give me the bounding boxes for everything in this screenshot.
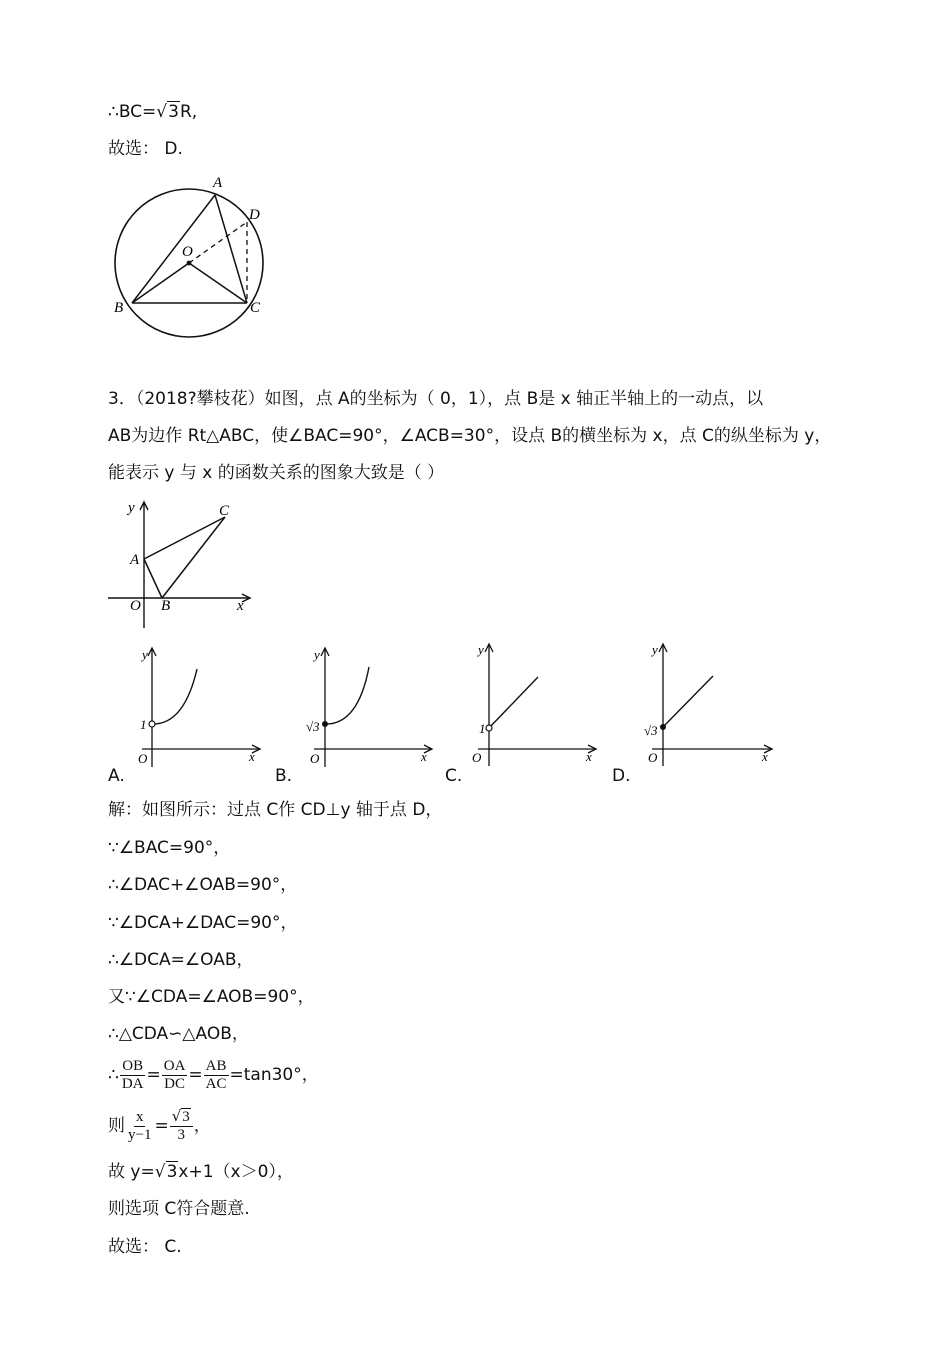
equals-sign: =: [154, 1116, 169, 1136]
tan-text: =tan30°，: [229, 1065, 319, 1085]
option-c-label: C.: [445, 766, 463, 786]
label-y: y: [652, 642, 658, 657]
solution-line-1: 解：如图所示：过点 C作 CD⊥y 轴于点 D，: [108, 800, 443, 820]
label-o: O: [138, 751, 148, 766]
option-c-graph: [470, 638, 610, 768]
solution-line-7: ∴△CDA∽△AOB，: [108, 1024, 249, 1044]
solution-line-11: 则选项 C符合题意.: [108, 1199, 250, 1219]
label-y: y: [142, 647, 148, 662]
fraction-denominator: y−1: [128, 1126, 152, 1143]
tick-label: 1: [479, 721, 486, 736]
label-b: B: [114, 300, 124, 316]
prev-result-prefix: ∴BC=: [108, 102, 157, 122]
prev-answer-line: 故选： D.: [108, 139, 183, 159]
question-line-1: 3．（2018?攀枝花）如图，点 A的坐标为（ 0，1），点 B是 x 轴正半轴上的一动点，以: [108, 389, 764, 409]
circle-figure: [108, 172, 278, 342]
tick-label: 1: [140, 717, 147, 732]
sqrt-radicand: 3: [166, 1162, 178, 1182]
label-a: A: [213, 175, 223, 191]
function-suffix: x+1（x＞0），: [178, 1162, 294, 1182]
label-y: y: [128, 500, 135, 516]
open-point: [486, 725, 492, 731]
solution-line-2: ∵∠BAC=90°，: [108, 838, 231, 858]
fraction-numerator: OA: [163, 1057, 186, 1074]
line: [489, 677, 538, 728]
fraction-oa-dc: [162, 1058, 188, 1093]
question-axes-figure: [106, 496, 256, 630]
fraction-denominator: DC: [164, 1075, 185, 1092]
solution-line-5: ∴∠DCA=∠OAB，: [108, 950, 254, 970]
segment-ac: [144, 517, 225, 559]
question-line-3: 能表示 y 与 x 的函数关系的图象大致是（ ）: [108, 463, 445, 483]
label-b: B: [161, 598, 171, 614]
fraction-denominator: DA: [121, 1075, 144, 1092]
option-d-graph: [640, 638, 780, 768]
center-point: [187, 261, 192, 266]
fraction-numerator: AB: [205, 1057, 227, 1074]
solution-line-12: 故选： C.: [108, 1237, 182, 1257]
option-d-label: D.: [612, 766, 631, 786]
closed-point: [322, 721, 328, 727]
label-o: O: [182, 244, 193, 260]
segment-bc: [162, 517, 225, 598]
fraction-ob-da: [120, 1058, 146, 1093]
equals-sign: =: [146, 1065, 161, 1085]
fraction-x-y-1: [126, 1109, 153, 1144]
fraction-ab-ac: [204, 1058, 229, 1093]
prev-result-suffix: R,: [179, 102, 198, 122]
segment-ob: [132, 263, 189, 303]
open-point: [149, 721, 155, 727]
label-o: O: [472, 750, 482, 765]
label-x: x: [421, 749, 427, 764]
fraction-sqrt3-3: [170, 1108, 193, 1144]
curve: [152, 669, 197, 724]
label-c: C: [250, 300, 261, 316]
sqrt-sign: √: [644, 723, 652, 738]
sqrt-sign: √: [306, 719, 314, 734]
fraction-denominator: 3: [177, 1127, 185, 1143]
solution-line-4: ∵∠DCA+∠DAC=90°，: [108, 913, 298, 933]
segment-od-dashed: [189, 222, 247, 263]
segment-ab: [144, 559, 162, 598]
segment-oc: [189, 263, 247, 303]
label-o: O: [310, 751, 320, 766]
fraction-numerator: x: [135, 1108, 144, 1125]
tick-label: 3: [651, 723, 658, 738]
label-x: x: [586, 749, 592, 764]
label-d: D: [249, 207, 260, 223]
label-x: x: [762, 749, 768, 764]
curve: [325, 667, 369, 724]
solution-line-9: [108, 1107, 211, 1145]
label-y: y: [478, 642, 484, 657]
fraction-numerator: [170, 1108, 193, 1127]
solution-line-10: [108, 1161, 294, 1183]
question-line-2: AB为边作 Rt△ABC，使∠BAC=90°，∠ACB=30°，设点 B的横坐标为 x，点 C的纵坐标为 y，: [108, 426, 832, 446]
segment-ab: [132, 195, 215, 303]
solution-line-8: [108, 1056, 319, 1094]
sqrt-radicand: 3: [168, 102, 179, 122]
prev-result-line: [108, 101, 197, 123]
equals-sign: =: [188, 1065, 203, 1085]
option-b-graph: [300, 643, 440, 768]
comma: ，: [193, 1116, 211, 1136]
sqrt-sign: √: [156, 102, 168, 122]
sqrt-radicand: 3: [182, 1109, 190, 1125]
label-x: x: [249, 749, 255, 764]
therefore-symbol: ∴: [108, 1065, 119, 1085]
closed-point: [660, 724, 666, 730]
fraction-numerator: OB: [122, 1057, 144, 1074]
label-o: O: [648, 750, 658, 765]
fraction-denominator: AC: [205, 1075, 227, 1092]
question-3: [108, 381, 848, 492]
so-y-text: 故 y=: [108, 1162, 155, 1182]
solution-line-6: 又∵∠CDA=∠AOB=90°，: [108, 987, 315, 1007]
sqrt-sign: √: [154, 1162, 166, 1182]
sqrt-sign: √: [171, 1107, 182, 1125]
label-o: O: [130, 598, 141, 614]
option-b-label: B.: [275, 766, 293, 786]
solution-line-3: ∴∠DAC+∠OAB=90°，: [108, 875, 298, 895]
then-text: 则: [108, 1116, 125, 1136]
label-x: x: [237, 598, 244, 614]
line: [663, 676, 713, 727]
label-a: A: [130, 552, 140, 568]
option-a-label: A.: [108, 766, 125, 786]
label-y: y: [314, 647, 320, 662]
option-a-graph: [136, 643, 264, 768]
tick-label: 3: [313, 719, 320, 734]
label-c: C: [219, 503, 230, 519]
